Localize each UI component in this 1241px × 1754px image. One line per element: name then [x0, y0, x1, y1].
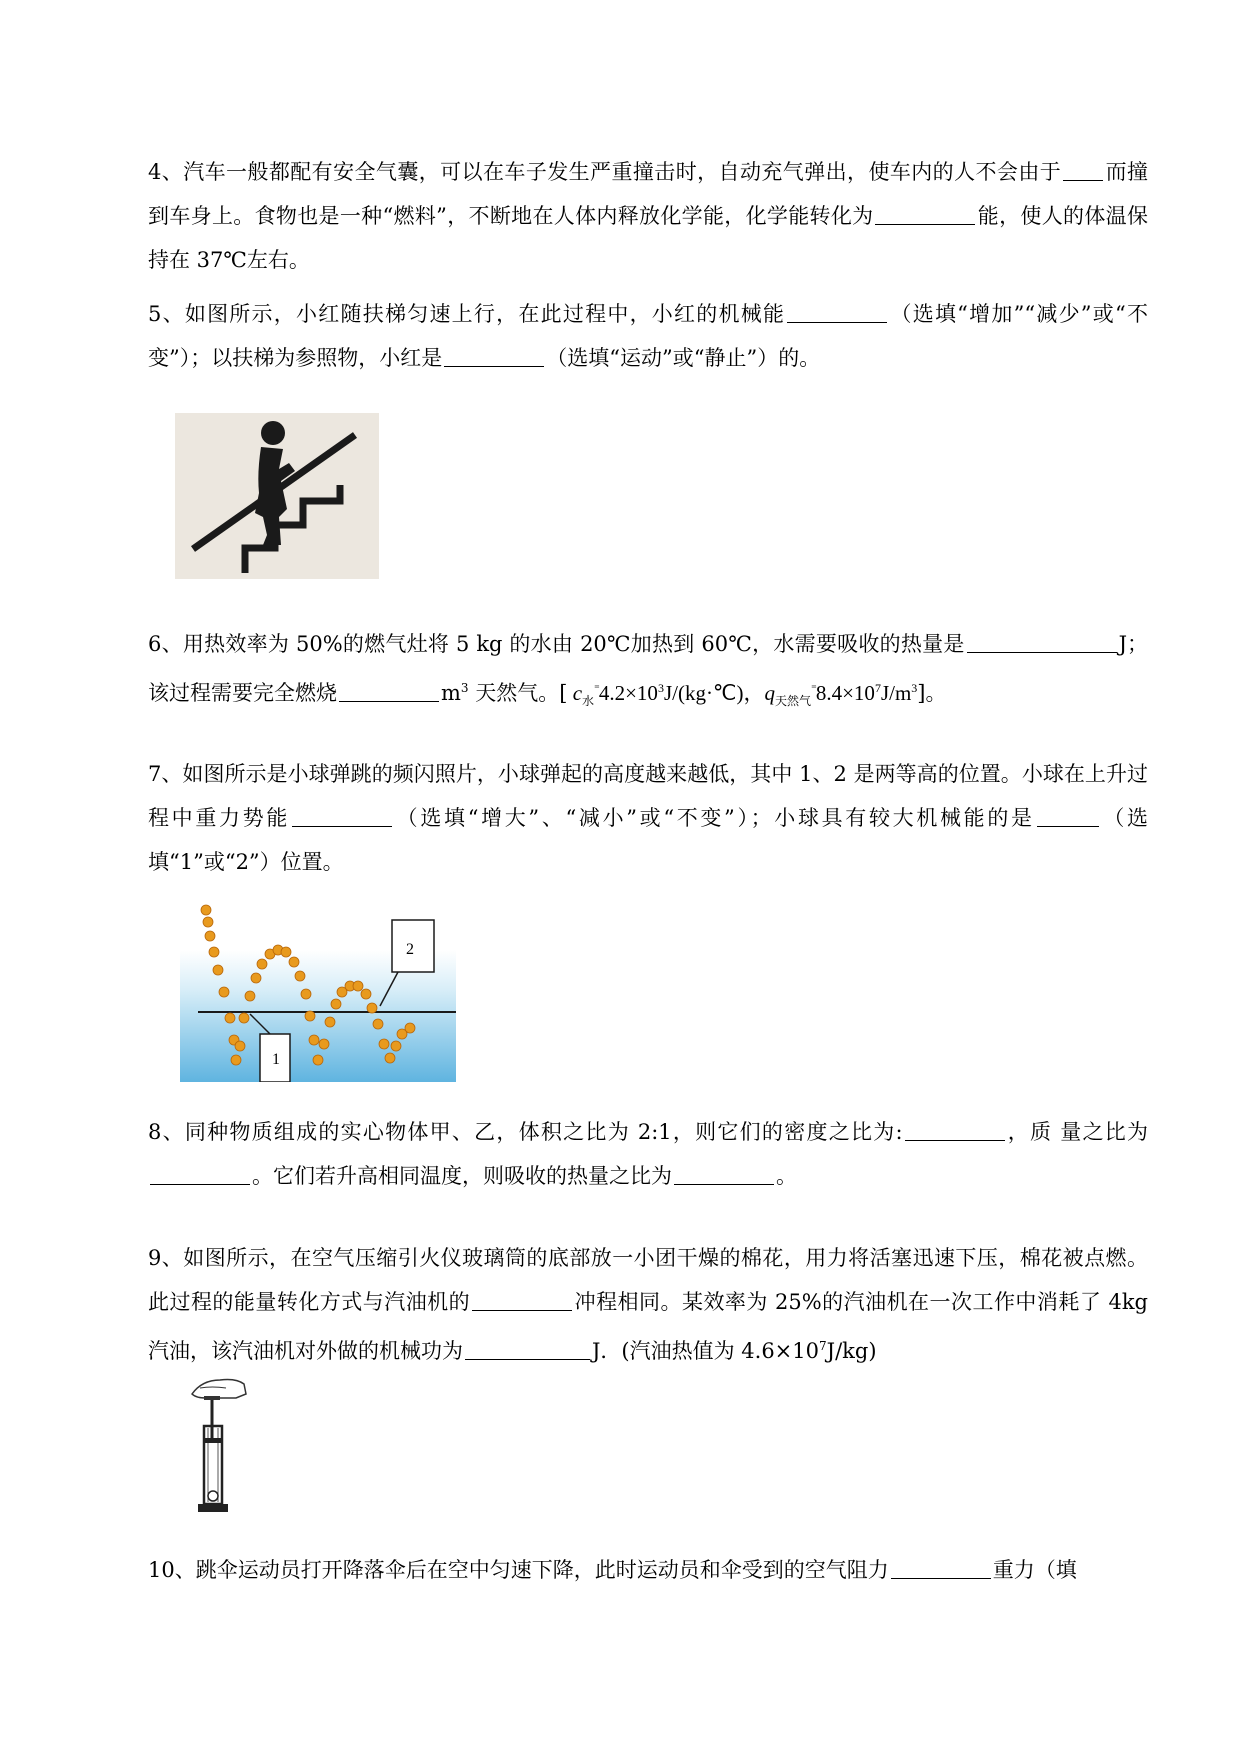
air-compression-igniter-figure — [186, 1368, 258, 1518]
unit-m3: $m^3$ — [441, 681, 469, 705]
answer-blank[interactable] — [444, 342, 544, 367]
question-6 — [148, 622, 1148, 723]
answer-blank[interactable] — [905, 1116, 1005, 1141]
answer-blank[interactable] — [339, 677, 439, 702]
question-6-text-2: J；该过程需要完全燃烧 — [148, 632, 1148, 705]
answer-blank[interactable] — [674, 1160, 774, 1185]
question-6-text-4: 天然气。[ — [468, 681, 568, 705]
question-4-text-2: 而撞到车身上。食物也是一种“燃料”，不断地在人体内释放化学能，化学能转化为 — [148, 160, 1149, 228]
question-4 — [148, 150, 1148, 282]
answer-blank[interactable] — [150, 1160, 250, 1185]
question-7 — [148, 752, 1148, 884]
answer-blank[interactable] — [787, 298, 887, 323]
question-10 — [148, 1548, 1148, 1592]
answer-blank[interactable] — [967, 628, 1117, 653]
heat-value-formula: $q_{天然气}^{^=}8.4\times 10^7J/m^3$ — [764, 681, 918, 709]
question-9 — [148, 1236, 1148, 1373]
position-label-1: 1 — [272, 1051, 280, 1068]
question-5-text-1: 5、如图所示，小红随扶梯匀速上行，在此过程中，小红的机械能 — [148, 302, 786, 326]
question-10-text-1: 10、跳伞运动员打开降落伞后在空中匀速下降，此时运动员和伞受到的空气阻力 — [148, 1558, 889, 1582]
position-label-2: 2 — [406, 941, 414, 958]
question-5 — [148, 292, 1148, 380]
specific-heat-formula: $c_水^{^=}4.2\times 10^3J/(kg\cdot℃)$ — [572, 681, 744, 709]
answer-blank[interactable] — [465, 1335, 590, 1360]
formula-separator: ， — [743, 681, 765, 705]
question-9-text-1: 9、如图所示，在空气压缩引火仪玻璃筒的底部放一小团干燥的棉花，用力将活塞迅速下压，棉花被点燃。此过程的能量转化方式与汽油机的 — [148, 1246, 1148, 1314]
answer-blank[interactable] — [1037, 802, 1099, 827]
question-8-text-4: 。 — [776, 1164, 797, 1188]
question-7-text-2: （选填“增大”、“减小”或“不变”）；小球具有较大机械能的是 — [394, 806, 1035, 830]
question-8-text-3: 。它们若升高相同温度，则吸收的热量之比为 — [252, 1164, 672, 1188]
escalator-figure — [175, 413, 379, 579]
question-8-text-1: 8、同种物质组成的实心物体甲、乙，体积之比为 2:1，则它们的密度之比为: — [148, 1120, 903, 1144]
question-9-text-3: J．(汽油热值为 4.6×10 — [592, 1339, 820, 1363]
answer-blank[interactable] — [891, 1554, 991, 1579]
question-9-text-4: J/kg) — [826, 1339, 877, 1363]
exponent: 7 — [819, 1339, 827, 1353]
question-7-text-1: 7、如图所示是小球弹跳的频闪照片，小球弹起的高度越来越低，其中 1、2 是两等高的位置。小球在上升过程中重力势能 — [148, 762, 1148, 830]
question-6-end: ]。 — [917, 681, 947, 705]
question-8-text-2: ，质 量之比为 — [1006, 1120, 1148, 1144]
question-5-text-2: （选填“增加”“减少”或“不变”）；以扶梯为参照物，小红是 — [148, 302, 1148, 370]
question-10-text-2: 重力（填 — [992, 1558, 1077, 1582]
question-5-text-3: （选填“运动”或“静止”）的。 — [546, 346, 821, 370]
answer-blank[interactable] — [1063, 156, 1103, 181]
question-7-text-3: （选填“1”或“2”）位置。 — [148, 806, 1149, 874]
answer-blank[interactable] — [292, 802, 392, 827]
question-4-text-3: 能，使人的体温保持在 37℃左右。 — [148, 204, 1149, 272]
question-8 — [148, 1110, 1148, 1198]
question-6-text-1: 6、用热效率为 50%的燃气灶将 5 kg 的水由 20℃加热到 60℃，水需要吸收的热量是 — [148, 632, 965, 656]
question-9-text-2: 冲程相同。某效率为 25%的汽油机在一次工作中消耗了 4kg 汽油，该汽油机对外做的机械功为 — [148, 1290, 1149, 1363]
bouncing-ball-figure — [180, 900, 456, 1082]
question-4-text-1: 4、汽车一般都配有安全气囊，可以在车子发生严重撞击时，自动充气弹出，使车内的人不会由于 — [148, 160, 1062, 184]
answer-blank[interactable] — [875, 200, 975, 225]
answer-blank[interactable] — [472, 1286, 572, 1311]
